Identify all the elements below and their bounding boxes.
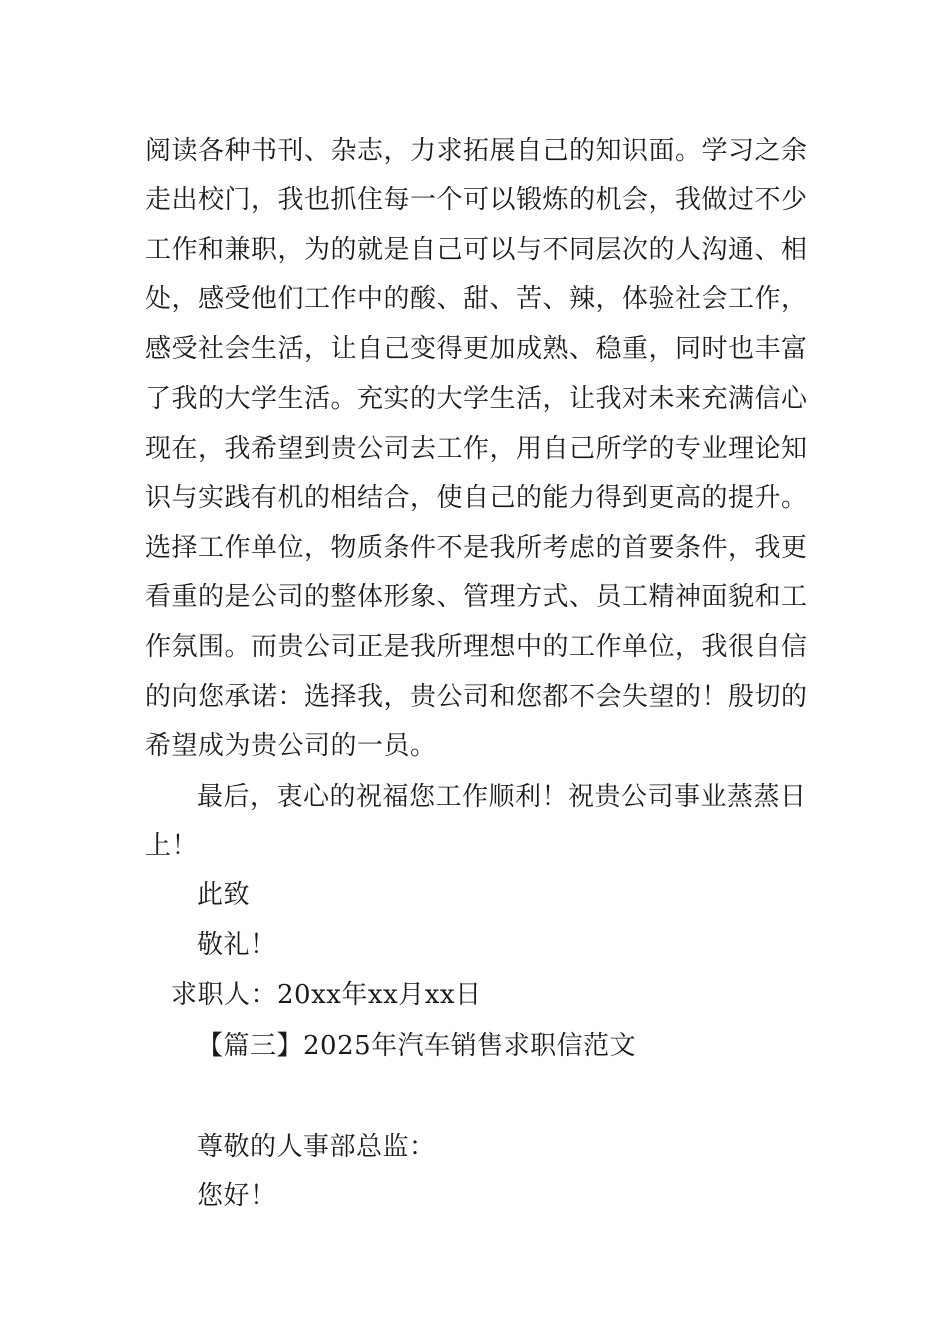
body-line-12: 的向您承诺：选择我，贵公司和您都不会失望的！殷切的 — [145, 682, 808, 712]
body-line-13: 希望成为贵公司的一员。 — [145, 731, 437, 761]
body-line-7: 现在，我希望到贵公司去工作，用自己所学的专业理论知 — [145, 434, 808, 464]
body-line-2: 走出校门，我也抓住每一个可以锻炼的机会，我做过不少 — [145, 185, 808, 215]
body-line-6: 了我的大学生活。充实的大学生活，让我对未来充满信心 — [145, 384, 808, 414]
closing-jingli: 敬礼！ — [197, 930, 277, 960]
body-line-11: 作氛围。而贵公司正是我所理想中的工作单位，我很自信 — [145, 632, 808, 662]
closing-wish-line-2: 上！ — [145, 831, 199, 861]
body-line-3: 工作和兼职，为的就是自己可以与不同层次的人沟通、相 — [145, 235, 808, 265]
body-line-5: 感受社会生活，让自己变得更加成熟、稳重，同时也丰富 — [145, 334, 808, 364]
signature-line: 求职人：20xx年xx月xx日 — [171, 980, 482, 1010]
body-line-10: 看重的是公司的整体形象、管理方式、员工精神面貌和工 — [145, 582, 808, 612]
greeting: 您好！ — [197, 1181, 277, 1211]
salutation: 尊敬的人事部总监： — [197, 1132, 436, 1162]
closing-wish-line-1: 最后，衷心的祝福您工作顺利！祝贵公司事业蒸蒸日 — [197, 782, 807, 812]
closing-cizhi: 此致 — [197, 880, 251, 910]
body-line-1: 阅读各种书刊、杂志，力求拓展自己的知识面。学习之余 — [145, 136, 808, 166]
body-line-9: 选择工作单位，物质条件不是我所考虑的首要条件，我更 — [145, 533, 808, 563]
section-heading: 【篇三】2025年汽车销售求职信范文 — [197, 1031, 637, 1061]
body-line-8: 识与实践有机的相结合，使自己的能力得到更高的提升。 — [145, 483, 808, 513]
body-line-4: 处，感受他们工作中的酸、甜、苦、辣，体验社会工作， — [145, 284, 808, 314]
